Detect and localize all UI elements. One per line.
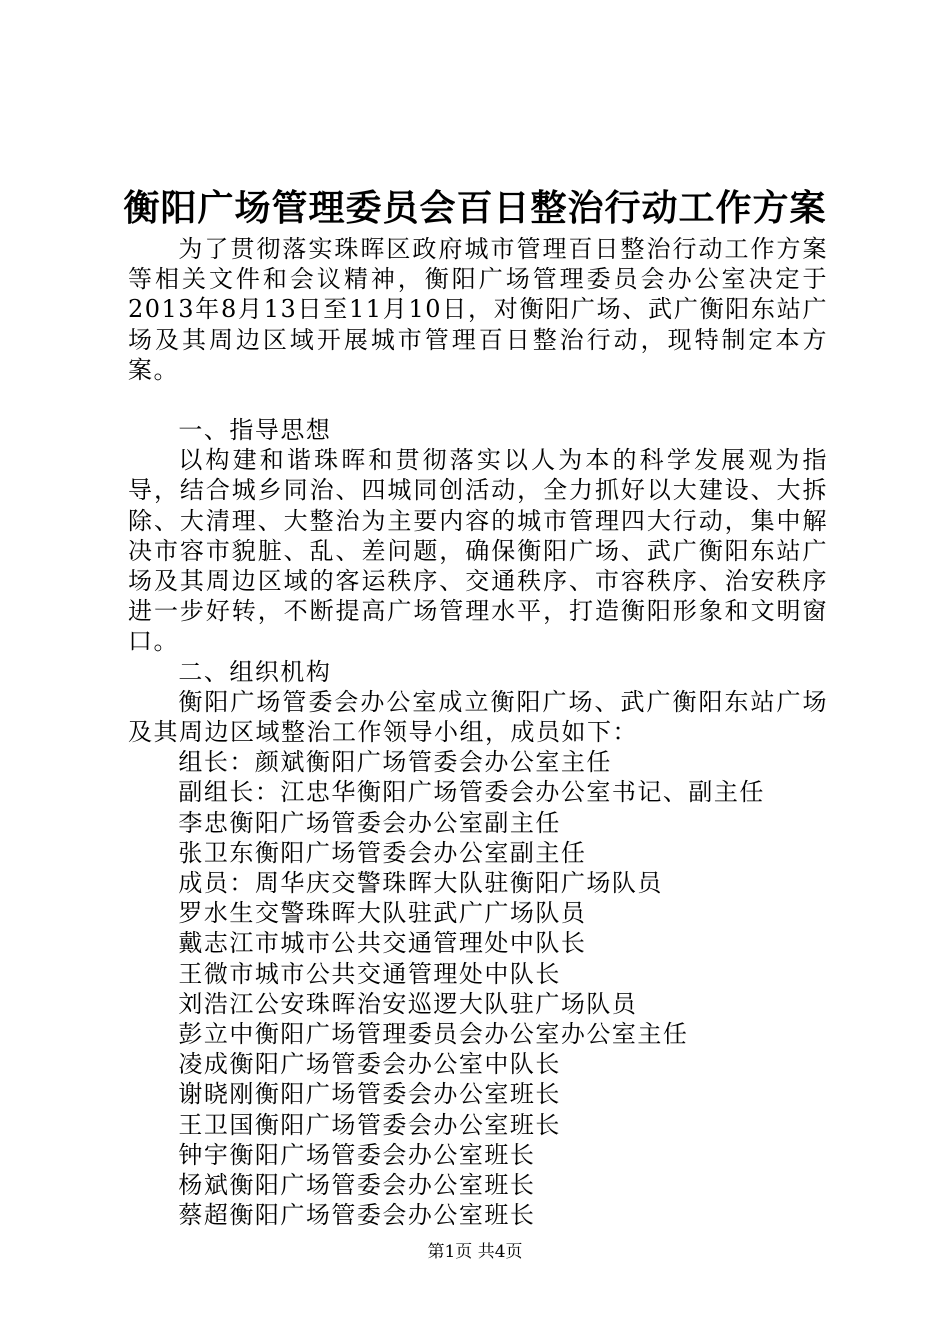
document-title: 衡阳广场管理委员会百日整治行动工作方案 <box>123 187 827 229</box>
paragraph-spacer <box>128 385 828 415</box>
member-line: 李忠衡阳广场管委会办公室副主任 <box>178 808 561 837</box>
member-line: 杨斌衡阳广场管委会办公室班长 <box>178 1171 536 1200</box>
member-line: 罗水生交警珠晖大队驻武广广场队员 <box>178 899 587 928</box>
section-heading-guiding-ideology: 一、指导思想 <box>178 416 332 445</box>
member-line: 钟宇衡阳广场管委会办公室班长 <box>178 1140 536 1169</box>
member-line: 组长：颜斌衡阳广场管委会办公室主任 <box>178 748 612 777</box>
member-line: 戴志江市城市公共交通管理处中队长 <box>178 929 587 958</box>
section-heading-organization: 二、组织机构 <box>178 657 332 686</box>
member-line: 彭立中衡阳广场管理委员会办公室办公室主任 <box>178 1020 689 1049</box>
member-line: 王微市城市公共交通管理处中队长 <box>178 959 561 988</box>
member-line: 凌成衡阳广场管委会办公室中队长 <box>178 1050 561 1079</box>
intro-paragraph: 为了贯彻落实珠晖区政府城市管理百日整治行动工作方案等相关文件和会议精神，衡阳广场管理委员会办公室决定于2013年8月13日至11月10日，对衡阳广场、武广衡阳东站广场及其周边区域开展城市管理百日整治行动，现特制定本方案。 <box>128 235 828 384</box>
document-body <box>128 234 828 1231</box>
member-line: 张卫东衡阳广场管委会办公室副主任 <box>178 838 587 867</box>
member-line: 成员：周华庆交警珠晖大队驻衡阳广场队员 <box>178 869 663 898</box>
member-line: 谢晓刚衡阳广场管委会办公室班长 <box>178 1080 561 1109</box>
organization-paragraph: 衡阳广场管委会办公室成立衡阳广场、武广衡阳东站广场及其周边区域整治工作领导小组，成员如下： <box>128 687 828 747</box>
member-line: 副组长：江忠华衡阳广场管委会办公室书记、副主任 <box>178 778 765 807</box>
member-line: 王卫国衡阳广场管委会办公室班长 <box>178 1110 561 1139</box>
member-line: 刘浩江公安珠晖治安巡逻大队驻广场队员 <box>178 989 638 1018</box>
member-line: 蔡超衡阳广场管委会办公室班长 <box>178 1201 536 1230</box>
page-number-footer: 第1页 共4页 <box>427 1242 523 1262</box>
guiding-ideology-paragraph: 以构建和谐珠晖和贯彻落实以人为本的科学发展观为指导，结合城乡同治、四城同创活动，全力抓好以大建设、大拆除、大清理、大整治为主要内容的城市管理四大行动，集中解决市容市貌脏、乱、差问题，确保衡阳广场、武广衡阳东站广场及其周边区域的客运秩序、交通秩序、市容秩序、治安秩序进一步好转，不断提高广场管理水平，打造衡阳形象和文明窗口。 <box>128 446 828 656</box>
